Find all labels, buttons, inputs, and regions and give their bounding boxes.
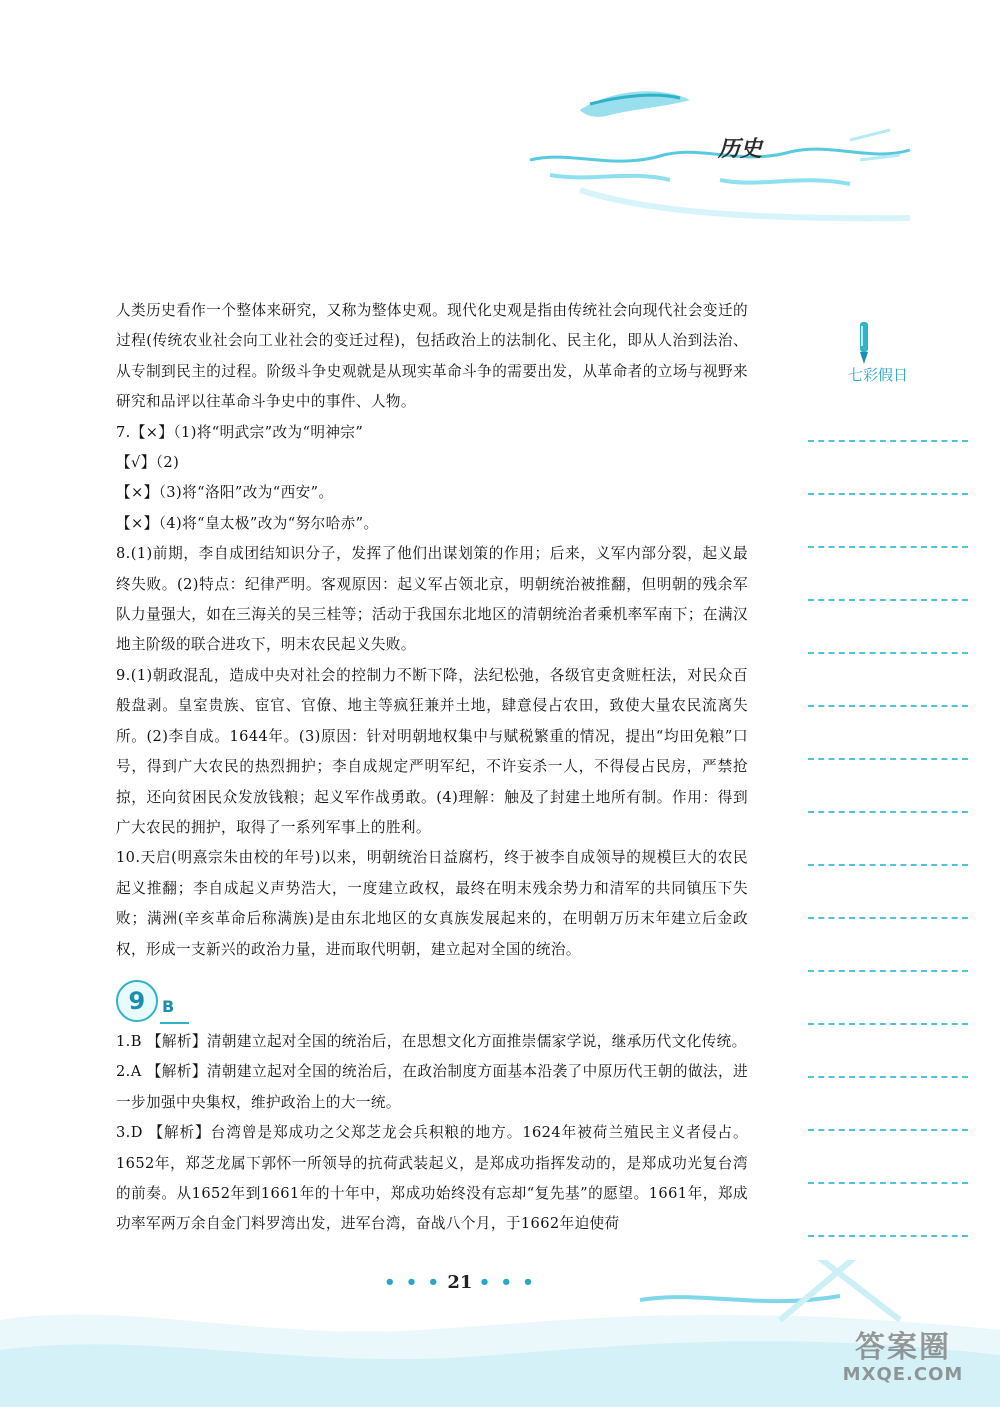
q7-line-2: 【√】（2) xyxy=(116,454,180,472)
intro-paragraph: 人类历史看作一个整体来研究，又称为整体史观。现代化史观是指由传统社会向现代社会变迁的过程(传统农业社会向工业社会的变迁过程)，包括政治上的法制化、民主化，即从人治到法治、从专制到民主的过程。阶级斗争史观就是从现实革命斗争的需要出发，从革命者的立场与视野来研究和品评以往革命斗争史中的事件、人物。 xyxy=(116,302,748,411)
note-line xyxy=(808,652,968,654)
q7-line-4: 【×】（4)将“皇太极”改为“努尔哈赤”。 xyxy=(116,514,379,532)
answer-3: 3.D 【解析】台湾曾是郑成功之父郑芝龙会兵积粮的地方。1624年被荷兰殖民主义者侵占。1652年，郑芝龙属下郭怀一所领导的抗荷武装起义，是郑成功指挥发动的，是郑成功光复台湾的前奏。从1652年到1661年的十年中，郑成功始终没有忘却“复先基”的愿望。1661年，郑成功率军两万余自金门料罗湾出发，进军台湾，奋战八个月，于1662年迫使荷 xyxy=(116,1124,748,1233)
page-number xyxy=(384,1272,536,1293)
note-line xyxy=(808,758,968,760)
note-line xyxy=(808,1235,968,1237)
q7-line-3: 【×】（3)将“洛阳”改为“西安”。 xyxy=(116,484,334,502)
subject-title: 历史 xyxy=(718,137,763,162)
watermark-url: MXQE.COM xyxy=(842,1364,964,1385)
sidebar-label: 七彩假日 xyxy=(848,366,909,384)
note-line xyxy=(808,493,968,495)
section-number-badge: 9 xyxy=(116,980,158,1022)
page-dots-right: • • • xyxy=(478,1272,536,1293)
answer-1: 1.B 【解析】清朝建立起对全国的统治后，在思想文化方面推崇儒家学说，继承历代文化传统。 xyxy=(116,1032,747,1050)
note-line xyxy=(808,1129,968,1131)
note-line xyxy=(808,811,968,813)
pen-icon xyxy=(852,320,876,370)
note-line xyxy=(808,440,968,442)
q10-paragraph: 10.天启(明熹宗朱由校的年号)以来，明朝统治日益腐朽，终于被李自成领导的规模巨大的农民起义推翻；李自成起义声势浩大，一度建立政权，最终在明末残余势力和清军的共同镇压下失败；满洲(辛亥革命后称满族)是由东北地区的女真族发展起来的，在明朝万历末年建立后金政权，形成一支新兴的政治力量，进而取代明朝，建立起对全国的统治。 xyxy=(116,849,748,958)
q7-line-1: 7.【×】（1)将“明武宗”改为“明神宗” xyxy=(116,423,364,441)
note-line xyxy=(808,1076,968,1078)
q9-paragraph: 9.(1)朝政混乱，造成中央对社会的控制力不断下降，法纪松弛，各级官吏贪赃枉法，对民众百般盘剥。皇室贵族、宦官、官僚、地主等疯狂兼并土地，肆意侵占农田，致使大量农民流离失所。(2)李自成。1644年。(3)原因：针对明朝地权集中与赋税繁重的情况，提出“均田免粮”口号，得到广大农民的热烈拥护；李自成规定严明军纪，不许妄杀一人，不得侵占民房，严禁抢掠，还向贫困民众发放钱粮；起义军作战勇敢。(4)理解：触及了封建土地所有制。作用：得到广大农民的拥护，取得了一系列军事上的胜利。 xyxy=(116,666,748,836)
note-line xyxy=(808,864,968,866)
note-line xyxy=(808,599,968,601)
note-line xyxy=(808,1023,968,1025)
answer-2: 2.A 【解析】清朝建立起对全国的统治后，在政治制度方面基本沿袭了中原历代王朝的做法，进一步加强中央集权，维护政治上的大一统。 xyxy=(116,1063,748,1111)
note-line xyxy=(808,546,968,548)
note-line xyxy=(808,1182,968,1184)
note-line xyxy=(808,705,968,707)
watermark-logo: 答案圈 xyxy=(855,1330,951,1365)
page-number-value: 21 xyxy=(447,1272,473,1293)
note-line xyxy=(808,917,968,919)
note-line xyxy=(808,970,968,972)
section-letter: B xyxy=(160,992,189,1024)
page-dots-left: • • • xyxy=(384,1272,442,1293)
section-header xyxy=(116,979,748,1023)
q8-paragraph: 8.(1)前期，李自成团结知识分子，发挥了他们出谋划策的作用；后来，义军内部分裂，起义最终失败。(2)特点：纪律严明。客观原因：起义军占领北京，明朝统治被推翻，但明朝的残余军队力量强大，如在三海关的吴三桂等；活动于我国东北地区的清朝统治者乘机率军南下；在满汉地主阶级的联合进攻下，明末农民起义失败。 xyxy=(116,545,748,654)
answer-content xyxy=(116,296,748,1240)
watermark xyxy=(818,1322,988,1385)
